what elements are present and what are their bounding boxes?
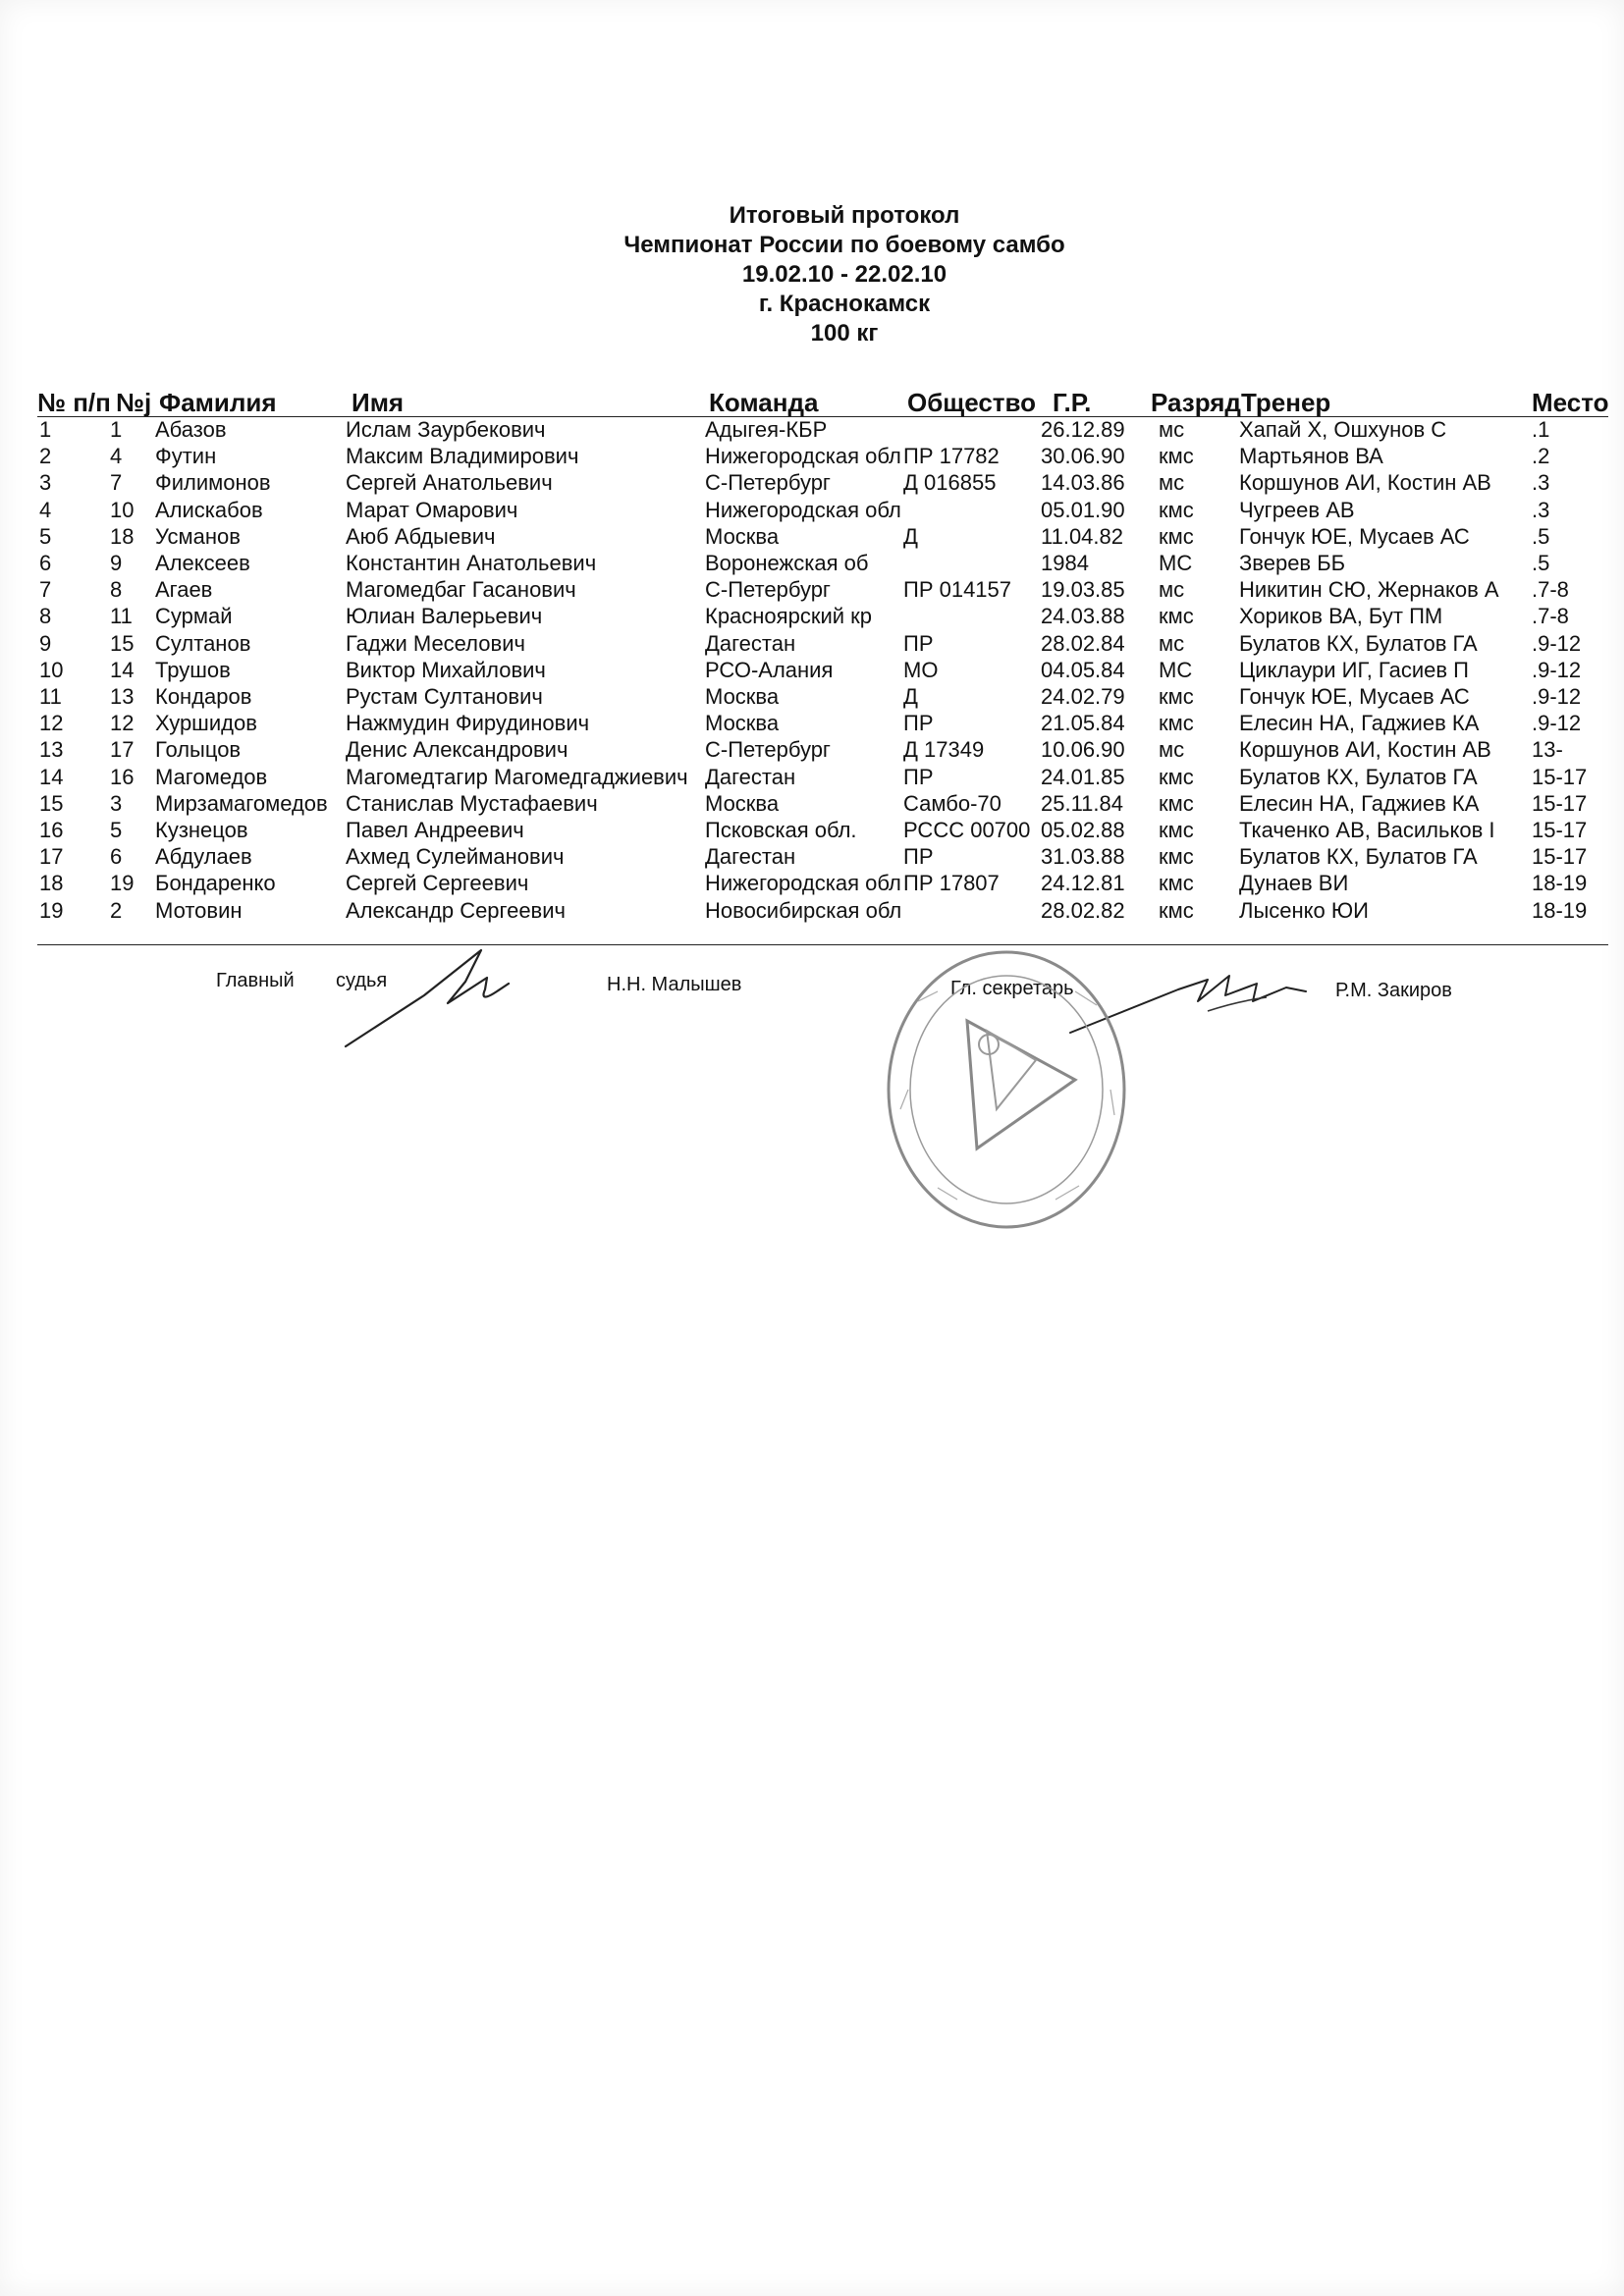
row-birth: 19.03.85 [1041, 577, 1125, 603]
row-num: 2 [39, 444, 52, 469]
judge-signature [334, 942, 530, 1060]
table-row [0, 818, 1624, 844]
row-name: Станислав Мустафаевич [346, 790, 598, 816]
row-jnum: 4 [110, 444, 123, 469]
row-coach: Лысенко ЮИ [1239, 897, 1369, 923]
row-name: Ислам Заурбекович [346, 417, 546, 442]
row-name: Сергей Анатольевич [346, 470, 553, 496]
row-jnum: 7 [110, 470, 123, 496]
row-name: Денис Александрович [346, 737, 568, 763]
row-surname: Хуршидов [155, 711, 257, 736]
row-team: Москва [705, 523, 780, 549]
row-coach: Ткаченко АВ, Васильков І [1239, 818, 1495, 842]
row-coach: Булатов КХ, Булатов ГА [1239, 844, 1478, 870]
row-num: 5 [39, 523, 52, 549]
row-place: .3 [1532, 470, 1550, 496]
row-jnum: 1 [110, 417, 123, 442]
row-surname: Футин [155, 444, 217, 469]
row-surname: Филимонов [155, 470, 271, 496]
row-rank: МС [1159, 657, 1193, 682]
row-birth: 25.11.84 [1041, 790, 1124, 816]
row-place: .9-12 [1532, 657, 1582, 682]
row-place: .5 [1532, 551, 1550, 575]
row-team: С-Петербург [705, 737, 831, 763]
row-jnum: 17 [110, 737, 135, 763]
row-jnum: 5 [110, 818, 123, 842]
row-society: ПР [903, 711, 934, 736]
row-num: 10 [39, 657, 64, 682]
document-title: Итоговый протокол [729, 202, 960, 229]
row-team: РСО-Алания [705, 657, 834, 682]
row-name: Нажмудин Фирудинович [346, 711, 590, 736]
row-rank: мс [1159, 470, 1185, 496]
row-rank: МС [1159, 551, 1193, 575]
header-coach: Тренер [1241, 388, 1331, 417]
row-place: .7-8 [1532, 604, 1569, 629]
row-num: 9 [39, 630, 52, 656]
row-rank: кмс [1159, 764, 1194, 789]
row-coach: Булатов КХ, Булатов ГА [1239, 630, 1478, 656]
row-surname: Алексеев [155, 551, 250, 575]
row-society: Самбо-70 [903, 790, 1001, 816]
row-jnum: 14 [110, 657, 135, 682]
row-name: Павел Андреевич [346, 818, 524, 842]
row-team: Адыгея-КБР [705, 417, 828, 442]
row-society: Д 17349 [903, 737, 985, 763]
row-coach: Мартьянов ВА [1239, 444, 1383, 469]
row-place: .9-12 [1532, 711, 1582, 736]
row-name: Магомедбаг Гасанович [346, 577, 576, 603]
header-jnum: №j [116, 388, 152, 417]
row-jnum: 3 [110, 790, 123, 816]
row-surname: Султанов [155, 630, 251, 656]
row-num: 12 [39, 711, 64, 736]
row-birth: 24.01.85 [1041, 764, 1125, 789]
row-name: Александр Сергеевич [346, 897, 566, 923]
row-coach: Циклаури ИГ, Гасиев П [1239, 657, 1469, 682]
row-birth: 04.05.84 [1041, 657, 1125, 682]
row-team: С-Петербург [705, 470, 831, 496]
row-jnum: 2 [110, 897, 123, 923]
event-dates: 19.02.10 - 22.02.10 [741, 261, 947, 288]
row-coach: Елесин НА, Гаджиев КА [1239, 790, 1480, 816]
row-birth: 31.03.88 [1041, 844, 1125, 870]
row-birth: 30.06.90 [1041, 444, 1125, 469]
row-jnum: 11 [110, 604, 133, 629]
table-row [0, 684, 1624, 711]
row-num: 8 [39, 604, 52, 629]
row-name: Максим Владимирович [346, 444, 579, 469]
row-surname: Абазов [155, 417, 227, 442]
row-place: .7-8 [1532, 577, 1569, 603]
row-team: Воронежская об [705, 551, 869, 575]
row-society: ПР [903, 844, 934, 870]
row-surname: Трушов [155, 657, 231, 682]
row-num: 19 [39, 897, 64, 923]
row-team: Нижегородская обл [705, 497, 901, 522]
row-society: ПР [903, 630, 934, 656]
row-society: ПР [903, 764, 934, 789]
row-coach: Хориков ВА, Бут ПМ [1239, 604, 1443, 629]
row-rank: мс [1159, 417, 1185, 442]
row-place: 15-17 [1532, 790, 1588, 816]
row-society: ПР 17807 [903, 871, 1000, 896]
row-jnum: 8 [110, 577, 123, 603]
table-row [0, 658, 1624, 684]
row-surname: Алискабов [155, 497, 263, 522]
row-place: 18-19 [1532, 871, 1588, 896]
row-society: ПР 17782 [903, 444, 1000, 469]
row-name: Константин Анатольевич [346, 551, 597, 575]
table-row [0, 577, 1624, 604]
row-birth: 28.02.82 [1041, 897, 1125, 923]
row-num: 16 [39, 818, 64, 842]
row-surname: Кондаров [155, 684, 252, 709]
row-num: 4 [39, 497, 52, 522]
row-rank: кмс [1159, 444, 1194, 469]
header-birth: Г.Р. [1053, 388, 1092, 417]
table-row [0, 498, 1624, 524]
table-row [0, 765, 1624, 791]
row-birth: 24.12.81 [1041, 871, 1125, 896]
row-rank: кмс [1159, 497, 1194, 522]
row-team: Нижегородская обл [705, 444, 901, 469]
row-jnum: 16 [110, 764, 135, 789]
judge-name: Н.Н. Малышев [607, 974, 742, 995]
row-name: Аюб Абдыевич [346, 523, 496, 549]
row-coach: Коршунов АИ, Костин АВ [1239, 470, 1491, 496]
document-header [0, 201, 1624, 348]
row-team: Красноярский кр [705, 604, 872, 629]
row-rank: кмс [1159, 711, 1194, 736]
row-team: Москва [705, 684, 780, 709]
header-team: Команда [709, 388, 819, 417]
row-team: Дагестан [705, 844, 796, 870]
row-num: 13 [39, 737, 64, 763]
row-coach: Гончук ЮЕ, Мусаев АС [1239, 523, 1470, 549]
row-name: Магомедтагир Магомедгаджиевич [346, 764, 688, 789]
table-row [0, 444, 1624, 470]
table-row [0, 737, 1624, 764]
row-jnum: 6 [110, 844, 123, 870]
row-place: .9-12 [1532, 684, 1582, 709]
row-society: ПР 014157 [903, 577, 1012, 603]
row-place: 15-17 [1532, 818, 1588, 842]
row-jnum: 19 [110, 871, 135, 896]
row-team: Дагестан [705, 630, 796, 656]
row-birth: 24.03.88 [1041, 604, 1125, 629]
row-birth: 26.12.89 [1041, 417, 1125, 442]
row-num: 7 [39, 577, 52, 603]
row-coach: Булатов КХ, Булатов ГА [1239, 764, 1478, 789]
row-num: 1 [39, 417, 52, 442]
row-coach: Хапай Х, Ошхунов С [1239, 417, 1447, 442]
row-num: 14 [39, 764, 64, 789]
row-coach: Елесин НА, Гаджиев КА [1239, 711, 1480, 736]
row-birth: 28.02.84 [1041, 630, 1125, 656]
row-name: Гаджи Меселович [346, 630, 525, 656]
row-place: .5 [1532, 523, 1550, 549]
table-row [0, 844, 1624, 871]
row-place: .9-12 [1532, 630, 1582, 656]
row-rank: мс [1159, 577, 1185, 603]
table-row [0, 898, 1624, 925]
organization-stamp [879, 942, 1134, 1237]
row-birth: 21.05.84 [1041, 711, 1125, 736]
row-rank: мс [1159, 737, 1185, 763]
row-team: Новосибирская обл [705, 897, 901, 923]
weight-category: 100 кг [810, 320, 879, 347]
secretary-name: Р.М. Закиров [1335, 980, 1452, 1001]
row-num: 18 [39, 871, 64, 896]
row-society: МО [903, 657, 939, 682]
row-surname: Голыцов [155, 737, 242, 763]
row-surname: Сурмай [155, 604, 233, 629]
row-coach: Дунаев ВИ [1239, 871, 1349, 896]
row-num: 15 [39, 790, 64, 816]
row-name: Рустам Султанович [346, 684, 543, 709]
row-coach: Чугреев АВ [1239, 497, 1355, 522]
row-birth: 05.02.88 [1041, 818, 1125, 842]
row-rank: кмс [1159, 790, 1194, 816]
row-num: 17 [39, 844, 64, 870]
header-name: Имя [352, 388, 405, 417]
row-rank: мс [1159, 630, 1185, 656]
row-num: 11 [39, 684, 62, 709]
row-birth: 05.01.90 [1041, 497, 1125, 522]
row-birth: 14.03.86 [1041, 470, 1125, 496]
row-rank: кмс [1159, 523, 1194, 549]
row-team: Псковская обл. [705, 818, 857, 842]
row-rank: кмс [1159, 844, 1194, 870]
row-coach: Коршунов АИ, Костин АВ [1239, 737, 1491, 763]
row-team: Нижегородская обл [705, 871, 901, 896]
row-place: .1 [1532, 417, 1550, 442]
row-jnum: 15 [110, 630, 135, 656]
row-place: 18-19 [1532, 897, 1588, 923]
row-jnum: 12 [110, 711, 135, 736]
row-jnum: 9 [110, 551, 123, 575]
row-coach: Никитин СЮ, Жернаков А [1239, 577, 1499, 603]
table-row [0, 604, 1624, 630]
row-num: 6 [39, 551, 52, 575]
row-jnum: 10 [110, 497, 135, 522]
row-rank: кмс [1159, 897, 1194, 923]
table-row [0, 711, 1624, 737]
table-row [0, 871, 1624, 897]
row-society: РССС 00700 [903, 818, 1031, 842]
row-place: .3 [1532, 497, 1550, 522]
row-rank: кмс [1159, 818, 1194, 842]
row-place: .2 [1532, 444, 1550, 469]
table-row [0, 524, 1624, 551]
row-place: 15-17 [1532, 764, 1588, 789]
row-surname: Мирзамагомедов [155, 790, 328, 816]
row-team: Москва [705, 711, 780, 736]
row-team: Дагестан [705, 764, 796, 789]
row-surname: Магомедов [155, 764, 268, 789]
header-surname: Фамилия [159, 388, 277, 417]
row-rank: кмс [1159, 871, 1194, 896]
judge-label-1: Главный [216, 970, 295, 991]
row-birth: 1984 [1041, 551, 1089, 575]
row-num: 3 [39, 470, 52, 496]
row-place: 13- [1532, 737, 1563, 763]
row-surname: Мотовин [155, 897, 243, 923]
row-jnum: 18 [110, 523, 135, 549]
row-name: Сергей Сергеевич [346, 871, 529, 896]
row-coach: Зверев ББ [1239, 551, 1346, 575]
row-rank: кмс [1159, 604, 1194, 629]
row-surname: Усманов [155, 523, 241, 549]
table-row [0, 551, 1624, 577]
table-row [0, 470, 1624, 497]
row-coach: Гончук ЮЕ, Мусаев АС [1239, 684, 1470, 709]
row-team: Москва [705, 790, 780, 816]
row-name: Юлиан Валерьевич [346, 604, 543, 629]
header-place: Место [1532, 388, 1609, 417]
header-num: № п/п [37, 388, 111, 417]
row-jnum: 13 [110, 684, 135, 709]
table-row [0, 791, 1624, 818]
event-city: г. Краснокамск [758, 291, 931, 317]
table-bottom-rule [37, 944, 1608, 945]
row-birth: 24.02.79 [1041, 684, 1125, 709]
judge-label-2: судья [336, 970, 388, 991]
row-surname: Абдулаев [155, 844, 252, 870]
row-surname: Кузнецов [155, 818, 248, 842]
row-name: Марат Омарович [346, 497, 518, 522]
row-surname: Бондаренко [155, 871, 276, 896]
row-place: 15-17 [1532, 844, 1588, 870]
row-name: Ахмед Сулейманович [346, 844, 565, 870]
row-birth: 10.06.90 [1041, 737, 1125, 763]
table-row [0, 417, 1624, 444]
row-rank: кмс [1159, 684, 1194, 709]
row-society: Д 016855 [903, 470, 997, 496]
table-row [0, 631, 1624, 658]
row-team: С-Петербург [705, 577, 831, 603]
row-birth: 11.04.82 [1041, 523, 1124, 549]
event-title: Чемпионат России по боевому самбо [623, 232, 1065, 258]
row-society: Д [903, 684, 918, 709]
secretary-label: Гл. секретарь [950, 978, 1074, 999]
row-surname: Агаев [155, 577, 213, 603]
header-rank: Разряд [1151, 388, 1241, 417]
row-society: Д [903, 523, 918, 549]
row-name: Виктор Михайлович [346, 657, 546, 682]
header-society: Общество [907, 388, 1037, 417]
